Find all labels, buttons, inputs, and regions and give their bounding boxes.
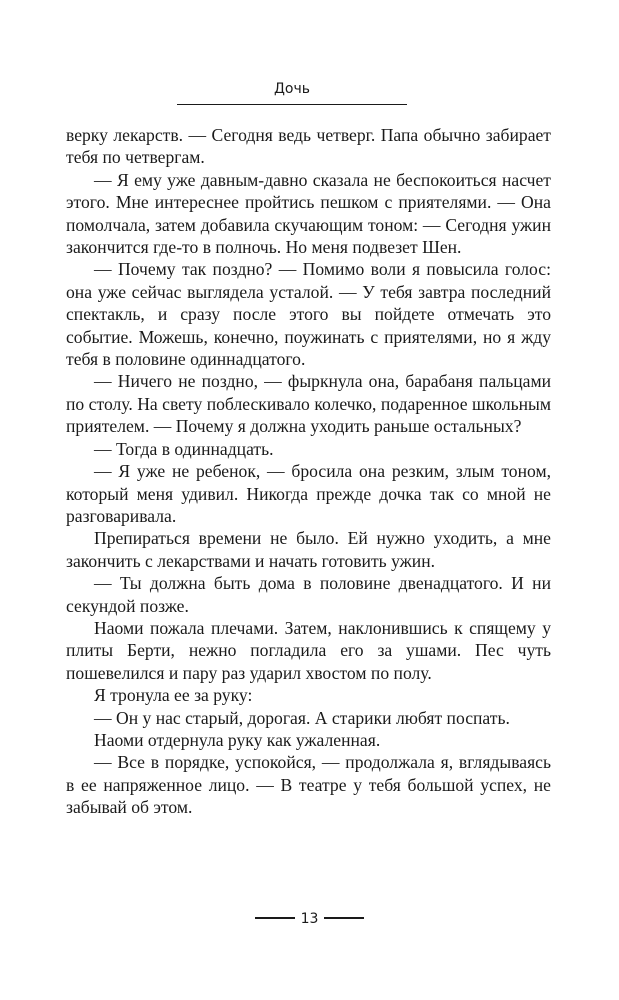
paragraph: — Тогда в одиннадцать. — [94, 438, 274, 459]
paragraph: Наоми отдернула руку как ужаленная. — [94, 729, 381, 750]
running-header: Дочь — [273, 81, 311, 97]
paragraph: — Почему так поздно? — Помимо воли я повысила голос: она уже сейчас выглядела усталой. — У тебя завтра последний спектакль, и сразу после этого вы пойдете отмечать это событие. Можешь, конечно, поужинать с приятелями, но я жду тебя в половине одиннадцатого. — [66, 259, 551, 370]
footer-dash-left — [255, 917, 295, 919]
header-divider — [177, 104, 407, 105]
body-text — [66, 124, 551, 819]
page-number: 13 — [300, 911, 319, 927]
paragraph: — Я ему уже давным-давно сказала не беспокоиться насчет этого. Мне интереснее пройтись пешком с приятелями. — Она помолчала, затем добавила скучающим тоном: — Сегодня ужин закончится где-то в полночь. Но меня подвезет Шен. — [66, 169, 551, 258]
paragraph: — Я уже не ребенок, — бросила она резким, злым тоном, который меня удивил. Никогда прежде дочка так со мной не разговаривала. — [66, 461, 551, 526]
paragraph: Препираться времени не было. Ей нужно уходить, а мне закончить с лекарствами и начать готовить ужин. — [66, 528, 551, 571]
paragraph: — Ничего не поздно, — фыркнула она, барабаня пальцами по столу. На свету поблескивало колечко, подаренное школьным приятелем. — Почему я должна уходить раньше остальных? — [66, 371, 551, 437]
page-footer — [0, 910, 619, 928]
paragraph: — Все в порядке, успокойся, — продолжала я, вглядываясь в ее напряженное лицо. — В театре у тебя большой успех, не забывай об этом. — [66, 752, 551, 818]
paragraph: Наоми пожала плечами. Затем, наклонившись к спящему у плиты Берти, нежно погладила его за ушами. Пес чуть пошевелился и пару раз ударил хвостом по полу. — [66, 617, 551, 683]
footer-dash-right — [324, 917, 364, 919]
paragraph: — Ты должна быть дома в половине двенадцатого. И ни секундой позже. — [66, 573, 551, 616]
paragraph: — Он у нас старый, дорогая. А старики любят поспать. — [94, 707, 510, 728]
paragraph: Я тронула ее за руку: — [94, 685, 253, 706]
paragraph: верку лекарств. — Сегодня ведь четверг. Папа обычно забирает тебя по четвергам. — [66, 125, 551, 168]
